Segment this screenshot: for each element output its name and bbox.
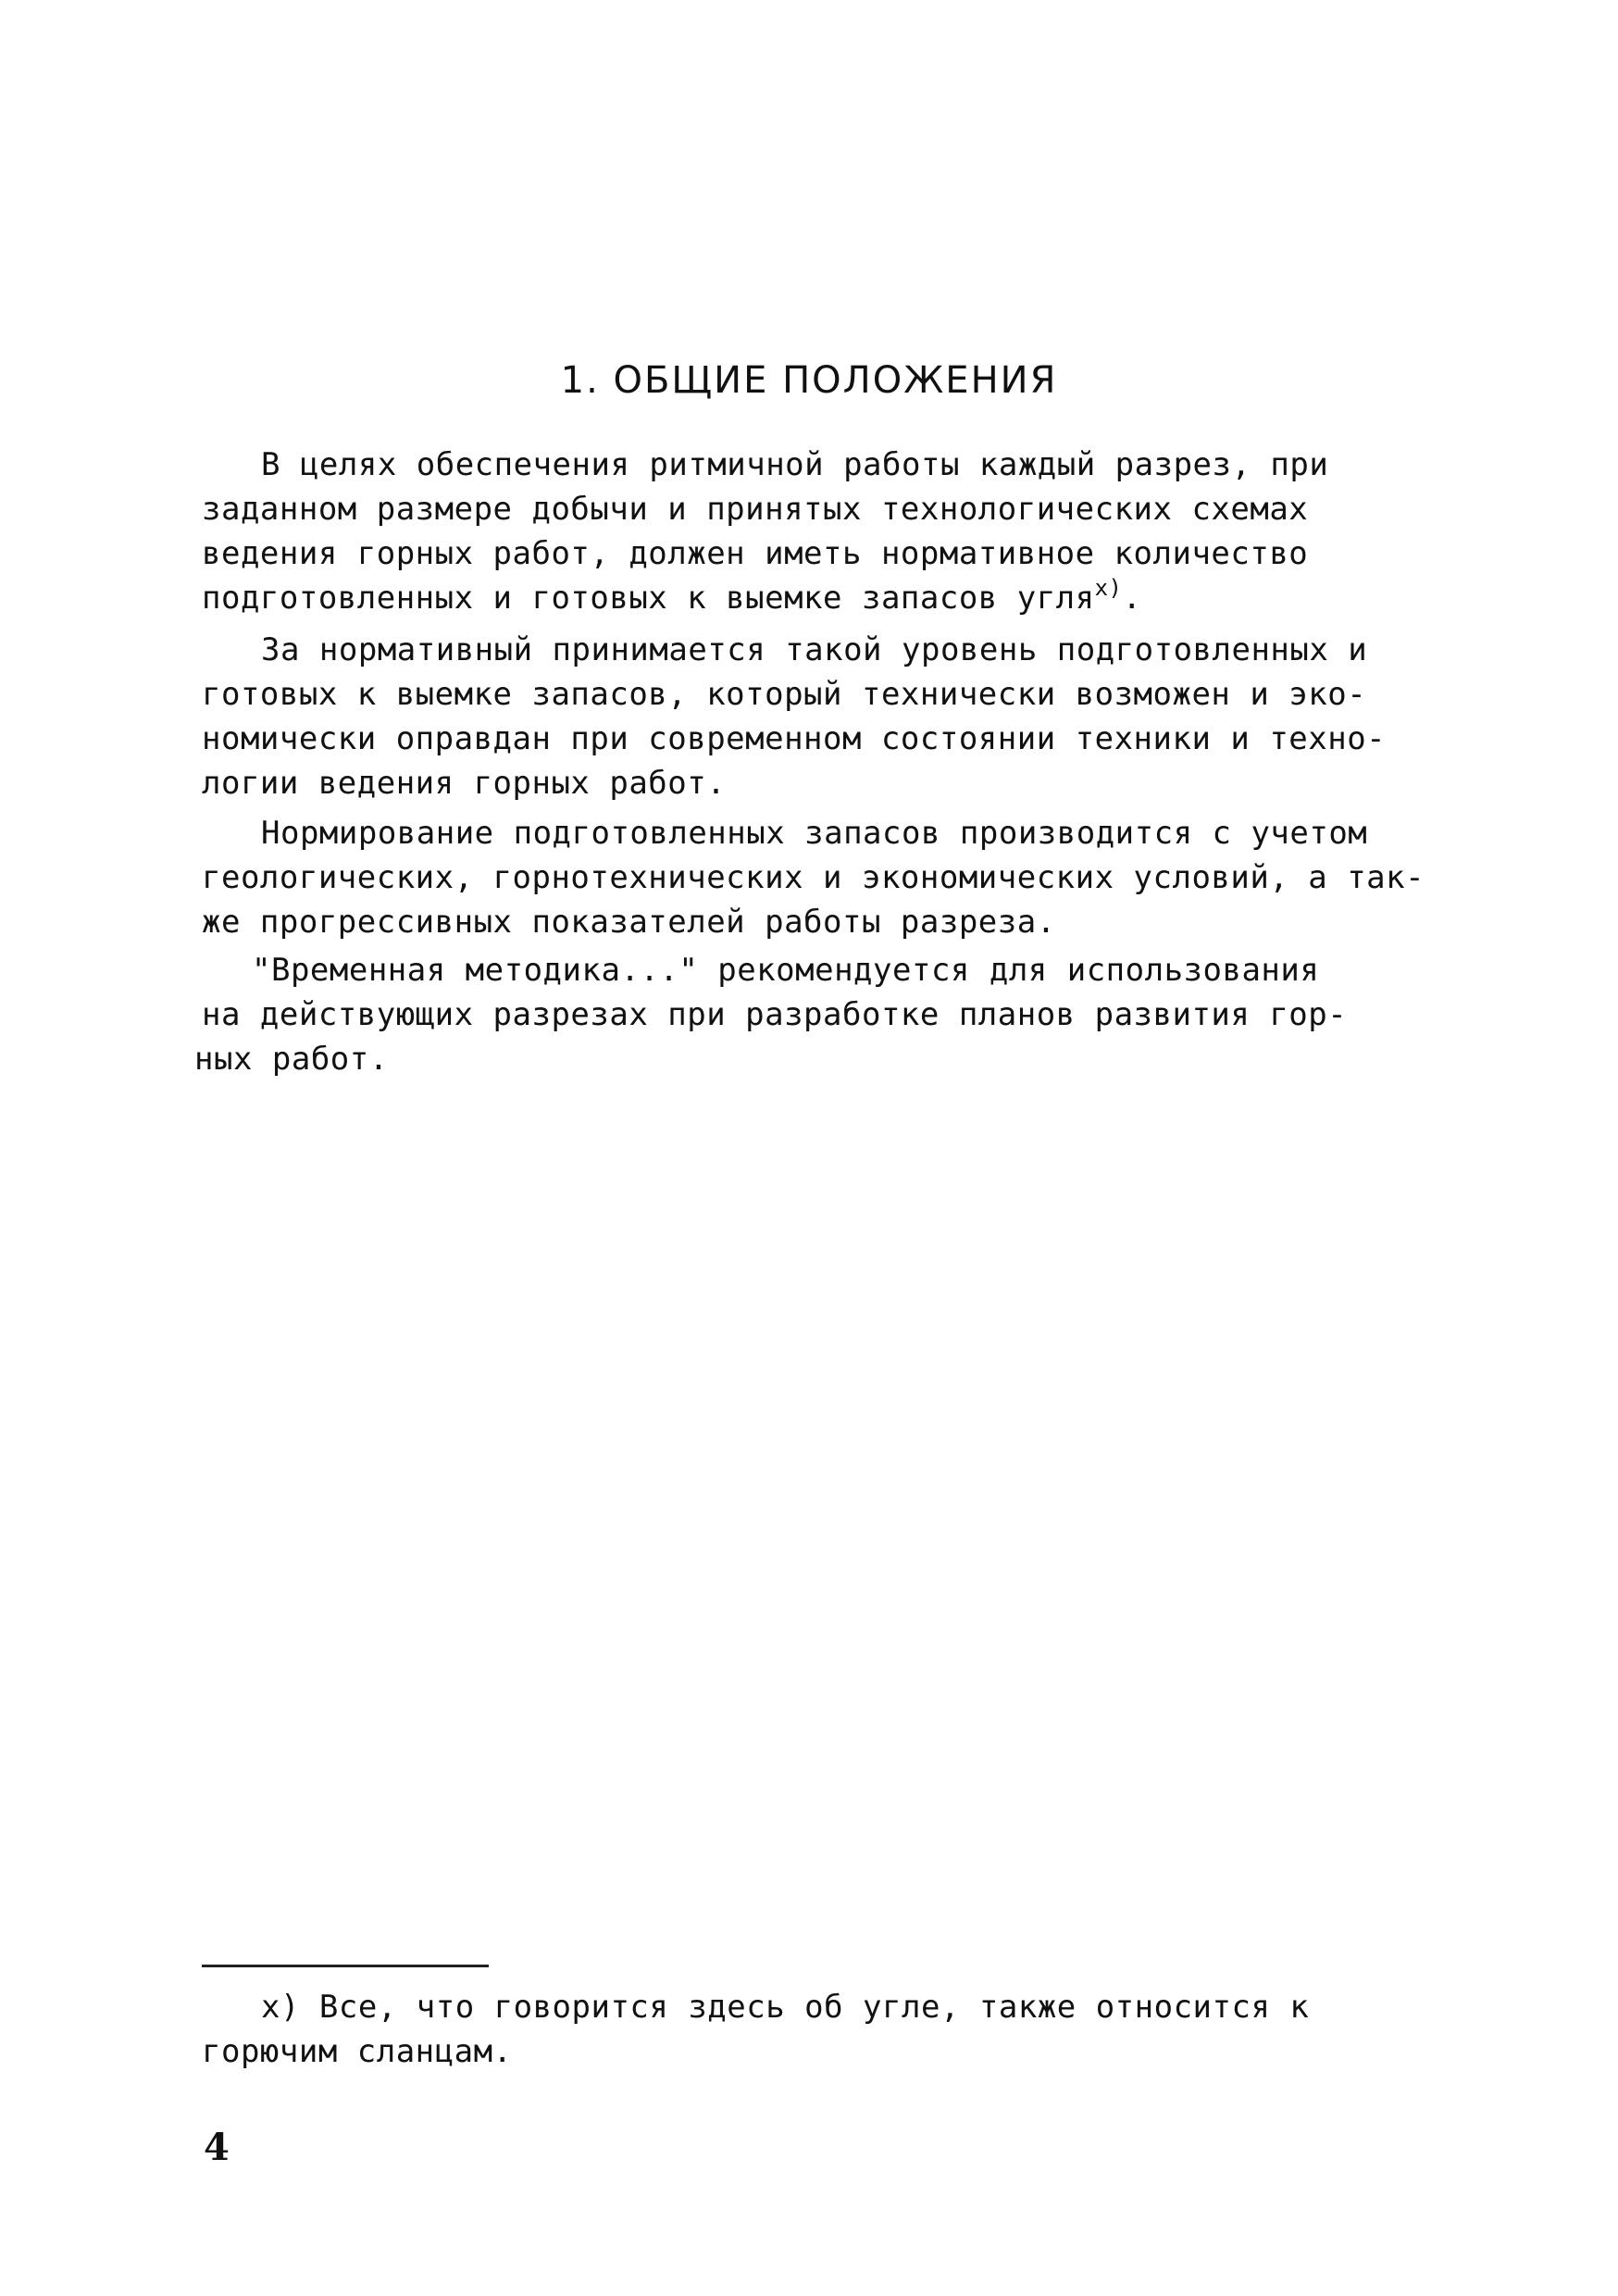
footnote-separator	[202, 1965, 489, 1967]
paragraph-1-line-1: В целях обеспечения ритмичной работы каждый разрез, при	[261, 446, 1329, 483]
paragraph-2-line-1: За нормативный принимается такой уровень подготовленных и	[261, 631, 1368, 668]
paragraph-4-line-1: "Временная методика..." рекомендуется для использования	[252, 952, 1320, 989]
paragraph-2-line-2: готовых к выемке запасов, который технически возможен и эко-	[202, 676, 1367, 713]
paragraph-1-line-4-text: подготовленных и готовых к выемке запасов угля	[202, 580, 1095, 617]
paragraph-4-line-3: ных работ.	[194, 1041, 389, 1078]
paragraph-3-line-1: Нормирование подготовленных запасов производится с учетом	[261, 815, 1368, 852]
paragraph-1-line-2: заданном размере добычи и принятых технологических схемах	[202, 491, 1309, 528]
paragraph-1-line-3: ведения горных работ, должен иметь нормативное количество	[202, 535, 1309, 572]
page-number: 4	[204, 2126, 230, 2169]
paragraph-2-line-3: номически оправдан при современном состоянии техники и техно-	[202, 720, 1387, 757]
paragraph-1-end-mark: .	[1122, 580, 1142, 617]
paragraph-3-line-2: геологических, горнотехнических и экономических условий, а так-	[202, 859, 1425, 896]
footnote-line-1: х) Все, что говорится здесь об угле, также относится к	[261, 1989, 1310, 2026]
paragraph-3-line-3: же прогрессивных показателей работы разреза.	[202, 904, 1056, 941]
footnote-reference: х)	[1094, 575, 1123, 601]
section-heading: 1. ОБЩИЕ ПОЛОЖЕНИЯ	[560, 359, 1058, 402]
paragraph-1-line-4	[202, 575, 1142, 617]
paragraph-2-line-4: логии ведения горных работ.	[202, 765, 727, 802]
footnote-line-2: горючим сланцам.	[202, 2033, 513, 2070]
paragraph-4-line-2: на действующих разрезах при разработке планов развития гор-	[202, 996, 1348, 1033]
